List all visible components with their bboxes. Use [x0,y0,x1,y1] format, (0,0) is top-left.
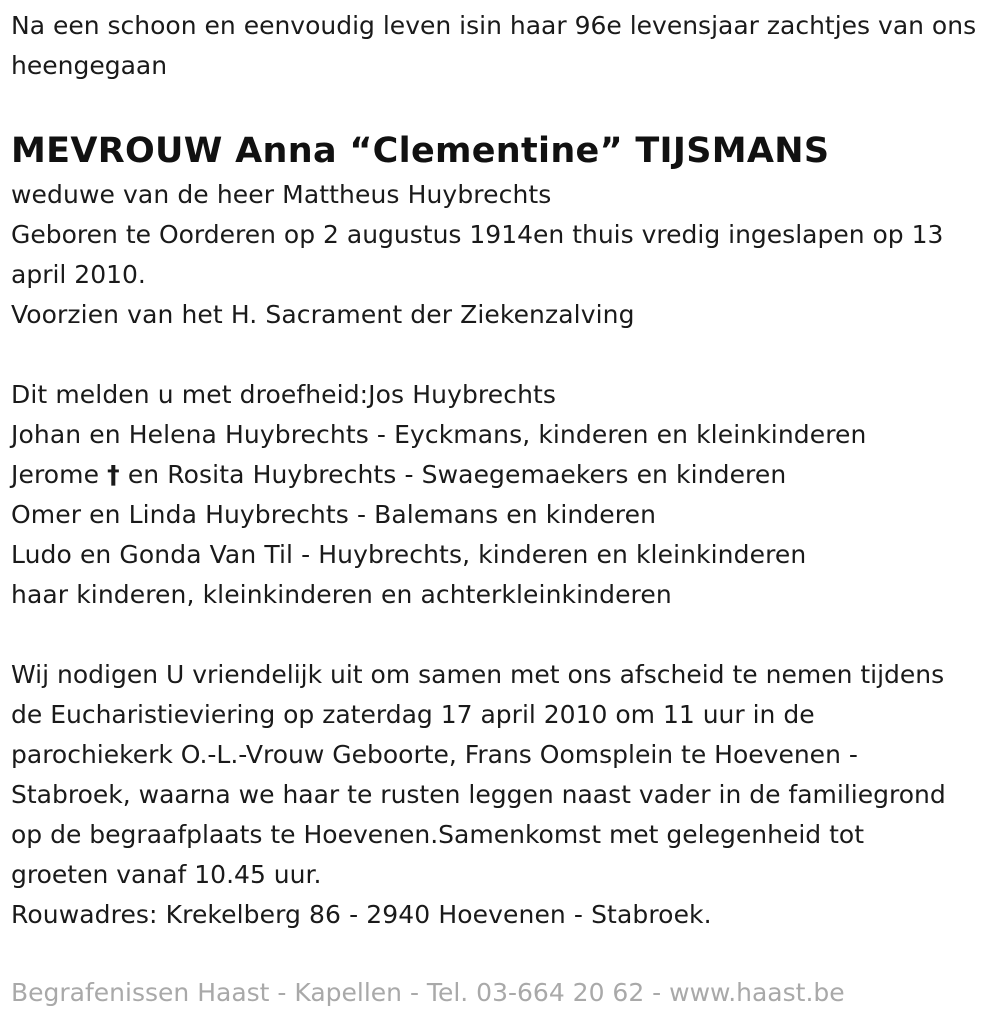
address-text: Rouwadres: Krekelberg 86 - 2940 Hoevenen - Stabroek. [11,900,712,929]
spacer [11,615,996,655]
mourner-line-rest: en Rosita Huybrechts - Swaegemaekers en kinderen [127,460,787,489]
birth-death-text: Geboren te Oorderen op 2 augustus 1914en thuis vredig ingeslapen op 13 april 2010. [11,220,944,289]
mourner-line: Johan en Helena Huybrechts - Eyckmans, kinderen en kleinkinderen [11,420,867,449]
intro-text: Na een schoon en eenvoudig leven isin haar 96e levensjaar zachtjes van ons heengegaan [11,11,977,80]
funeral-home-footer: Begrafenissen Haast - Kapellen - Tel. 03-664 20 62 - www.haast.be [11,978,845,1007]
mourners-intro: Dit melden u met droefheid:Jos Huybrechts [11,380,557,409]
obituary-notice [11,6,996,935]
mourner-line-deceased [11,455,996,495]
mourner-line: Ludo en Gonda Van Til - Huybrechts, kinderen en kleinkinderen [11,540,807,569]
mourner-deceased-name: Jerome [11,460,100,489]
cross-icon: † [107,460,120,489]
sacrament-text: Voorzien van het H. Sacrament der Ziekenzalving [11,300,635,329]
deceased-name: MEVROUW Anna “Clementine” TIJSMANS [11,131,830,171]
mourner-line: Omer en Linda Huybrechts - Balemans en kinderen [11,500,657,529]
spacer [11,335,996,375]
mourner-line: haar kinderen, kleinkinderen en achterkleinkinderen [11,580,672,609]
invitation-text: Wij nodigen U vriendelijk uit om samen met ons afscheid te nemen tijdens de Eucharistieviering op zaterdag 17 april 2010 om 11 uur in de parochiekerk O.-L.-Vrouw Geboorte, Frans Oomsplein te Hoevenen - Stabroek, waarna we haar te rusten leggen naast vader in de familiegrond op de begraafplaats te Hoevenen.Samenkomst met gelegenheid tot groeten vanaf 10.45 uur. [11,660,946,889]
widow-of-text: weduwe van de heer Mattheus Huybrechts [11,180,552,209]
